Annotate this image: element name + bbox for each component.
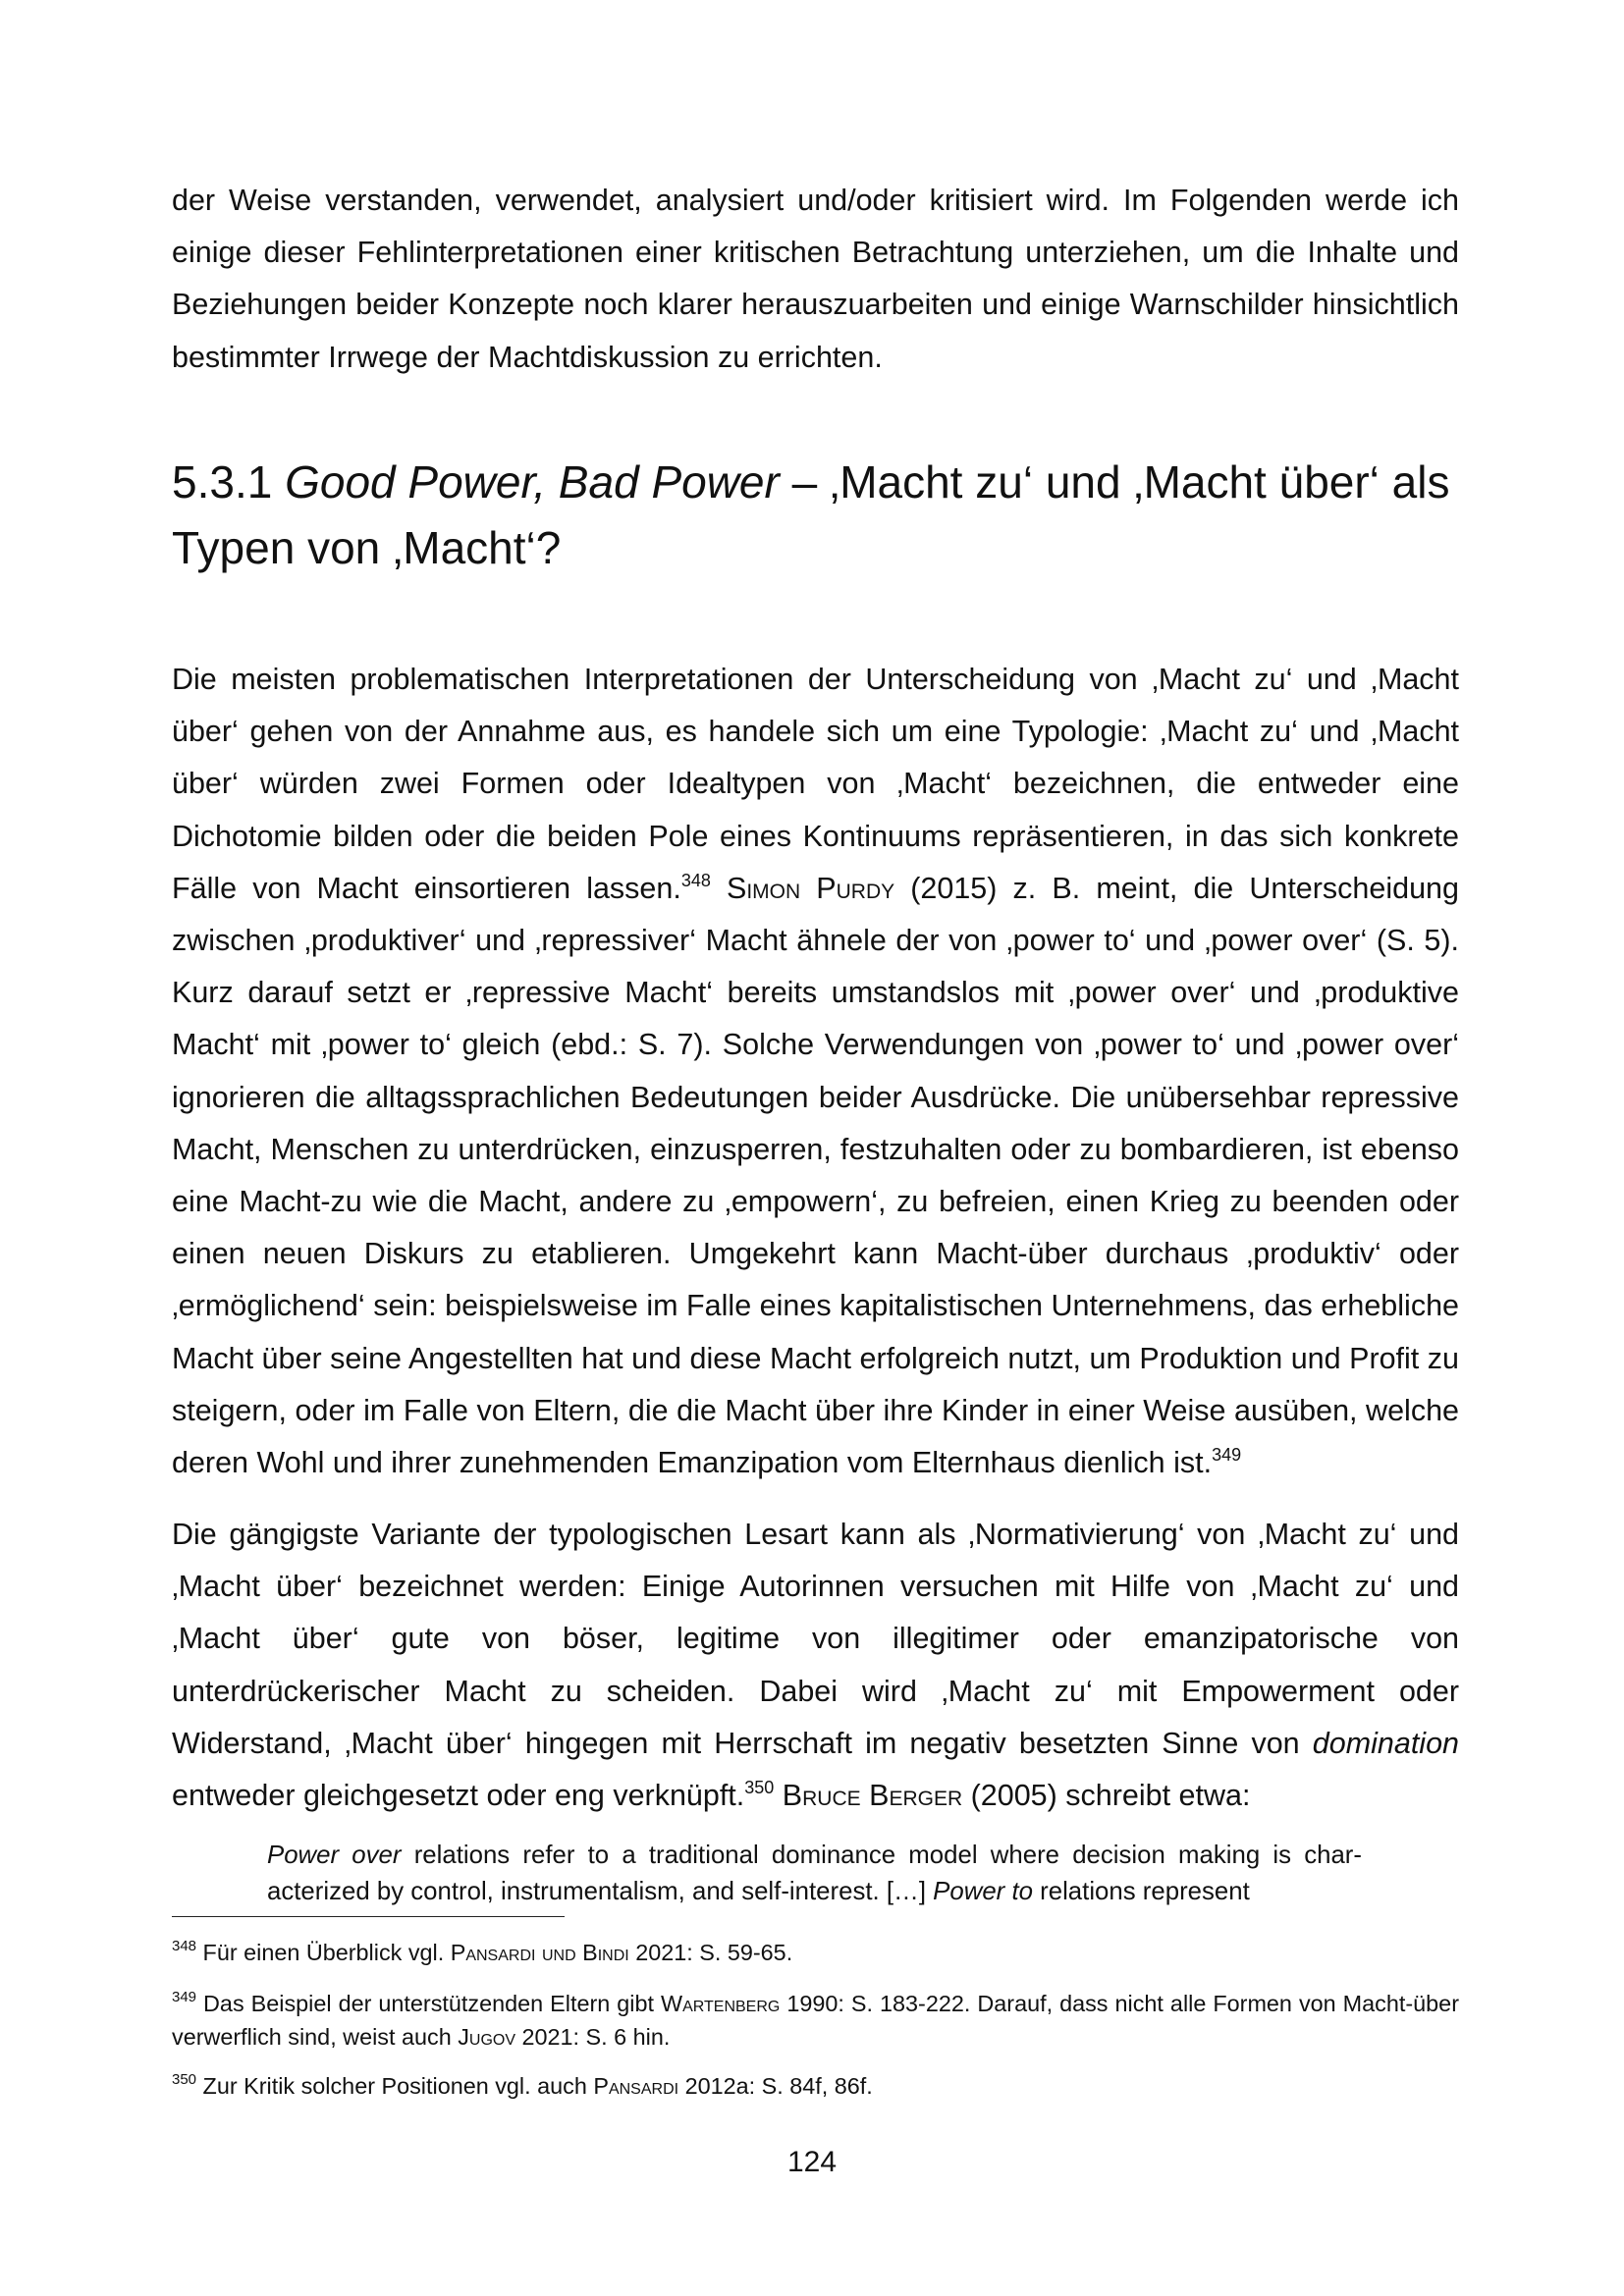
author-name: Bruce Berger bbox=[782, 1779, 963, 1813]
paragraph-text: entweder gleichgesetzt oder eng verknüpft. bbox=[172, 1779, 745, 1813]
paragraph-text: Die gängigste Variante der typologischen Lesart kann als ‚Normativierung‘ von ‚Macht zu‘ und ‚Macht über‘ bezeichnet werden: Einige Autorinnen versuchen mit Hilfe von ‚Macht zu‘ und ‚Macht über‘ gute von böser, legitime von illegitimer oder emanzipatorische von unterdrückerischer Macht zu scheiden. Dabei wird ‚Macht zu‘ mit Empowerment oder Widerstand, ‚Macht über‘ hingegen mit Herrschaft im negativ besetzten Sinne von bbox=[172, 1518, 1459, 1760]
footnote-text: Für einen Überblick vgl. bbox=[196, 1940, 451, 1965]
italic-term: domination bbox=[1312, 1726, 1459, 1760]
footnote-348 bbox=[172, 1936, 1459, 1969]
footnote-ref-350: 350 bbox=[744, 1777, 775, 1797]
footnote-text: 2012a: S. 84f, 86f. bbox=[678, 2073, 873, 2099]
footnote-number: 349 bbox=[172, 1989, 197, 2006]
footnote-text: Zur Kritik solcher Positionen vgl. auch bbox=[196, 2073, 594, 2099]
footnote-number: 350 bbox=[172, 2071, 197, 2089]
footnote-text: 2021: S. 59-65. bbox=[628, 1940, 793, 1965]
author-name: Wartenberg bbox=[661, 1991, 781, 2016]
footnote-349 bbox=[172, 1987, 1459, 2054]
footnote-ref-349: 349 bbox=[1212, 1444, 1242, 1465]
quote-italic: Power to bbox=[933, 1878, 1033, 1905]
section-number: 5.3.1 bbox=[172, 456, 273, 507]
paragraph-text: Die meisten problematischen Interpretationen der Unterscheidung von ‚Macht zu‘ und ‚Macht über‘ gehen von der Annahme aus, es handele sich um eine Typologie: ‚Macht zu‘ und ‚Macht über‘ würden zwei Formen oder Idealtypen von ‚Macht‘ bezeichnen, die entweder eine Dichotomie bilden oder die beiden Pole eines Kontinuums repräsentieren, in das sich konkrete Fälle von Macht einsortieren lassen. bbox=[172, 663, 1459, 905]
footnote-350 bbox=[172, 2069, 1459, 2103]
author-name: Jugov bbox=[458, 2024, 516, 2050]
block-quote bbox=[267, 1838, 1362, 1910]
paragraph-text: (2015) z. B. meint, die Unterscheidung zwischen ‚produktiver‘ und ‚repressiver‘ Macht ähnele der von ‚power to‘ und ‚power over‘ (S. 5). Kurz darauf setzt er ‚repressive Macht‘ bereits umstandslos mit ‚power over‘ und ‚produktive Macht‘ mit ‚power to‘ gleich (ebd.: S. 7). Solche Verwendungen von ‚power to‘ und ‚power over‘ ignorieren die alltagssprachlichen Bedeutungen beider Ausdrücke. Die unübersehbar repressive Macht, Menschen zu unterdrücken, einzusperren, festzuhalten oder zu bombardieren, ist ebenso eine Macht-zu wie die Macht, andere zu ‚empowern‘, zu befreien, einen Krieg zu beenden oder einen neuen Diskurs zu etablieren. Umgekehrt kann Macht-über durchaus ‚produktiv‘ oder ‚ermöglichend‘ sein: beispielsweise im Falle eines kapitalistischen Unternehmens, das erhebliche Macht über seine Angestellten hat und diese Macht erfolgreich nutzt, um Produktion und Profit zu steigern, oder im Falle von Eltern, die die Macht über ihre Kinder in einer Weise ausüben, welche deren Wohl und ihrer zunehmenden Emanzipation vom Elternhaus dienlich ist. bbox=[172, 871, 1459, 1480]
section-title-rest: – ‚Macht zu‘ und ‚Macht über‘ als Typen von ‚Macht‘? bbox=[172, 456, 1450, 573]
author-name: Simon Purdy bbox=[727, 871, 895, 905]
footnote-text: Das Beispiel der unterstützenden Eltern gibt bbox=[196, 1991, 661, 2016]
footnote-separator bbox=[172, 1916, 565, 1917]
page-number: 124 bbox=[786, 2146, 838, 2178]
paragraph-text: (2005) schreibt etwa: bbox=[962, 1779, 1251, 1813]
quote-italic: Power over bbox=[267, 1842, 402, 1869]
intro-paragraph: der Weise verstanden, verwendet, analysiert und/oder kritisiert wird. Im Folgenden werde ich einige dieser Fehlinterpretationen einer kritischen Betrachtung unterziehen, um die Inhalte und Beziehungen beider Konzepte noch klarer herauszuarbeiten und einige Warnschilder hinsichtlich bestimmter Irrwege der Machtdiskussion zu errichten. bbox=[172, 184, 1459, 374]
section-title-italic: Good Power, Bad Power bbox=[285, 456, 780, 507]
footnote-number: 348 bbox=[172, 1938, 197, 1955]
footnote-text: 2021: S. 6 hin. bbox=[515, 2024, 671, 2050]
quote-text: relations represent bbox=[1032, 1878, 1250, 1905]
paragraph-normativierung bbox=[172, 1509, 1459, 1822]
paragraph-typology bbox=[172, 654, 1459, 1489]
footnote-ref-348: 348 bbox=[680, 870, 711, 890]
footnote-text: 1990: S. 183-222. Darauf, dass nicht alle Formen von Macht-über verwerflich sind, weist auch bbox=[172, 1991, 1459, 2050]
author-name: Pansardi bbox=[593, 2073, 679, 2099]
quote-text: relations refer to a traditional dominance model where decision making is characterized by control, instrumentalism, and self-interest. […] bbox=[267, 1842, 1362, 1905]
author-name: Pansardi und Bindi bbox=[450, 1940, 629, 1965]
section-heading bbox=[172, 450, 1459, 581]
